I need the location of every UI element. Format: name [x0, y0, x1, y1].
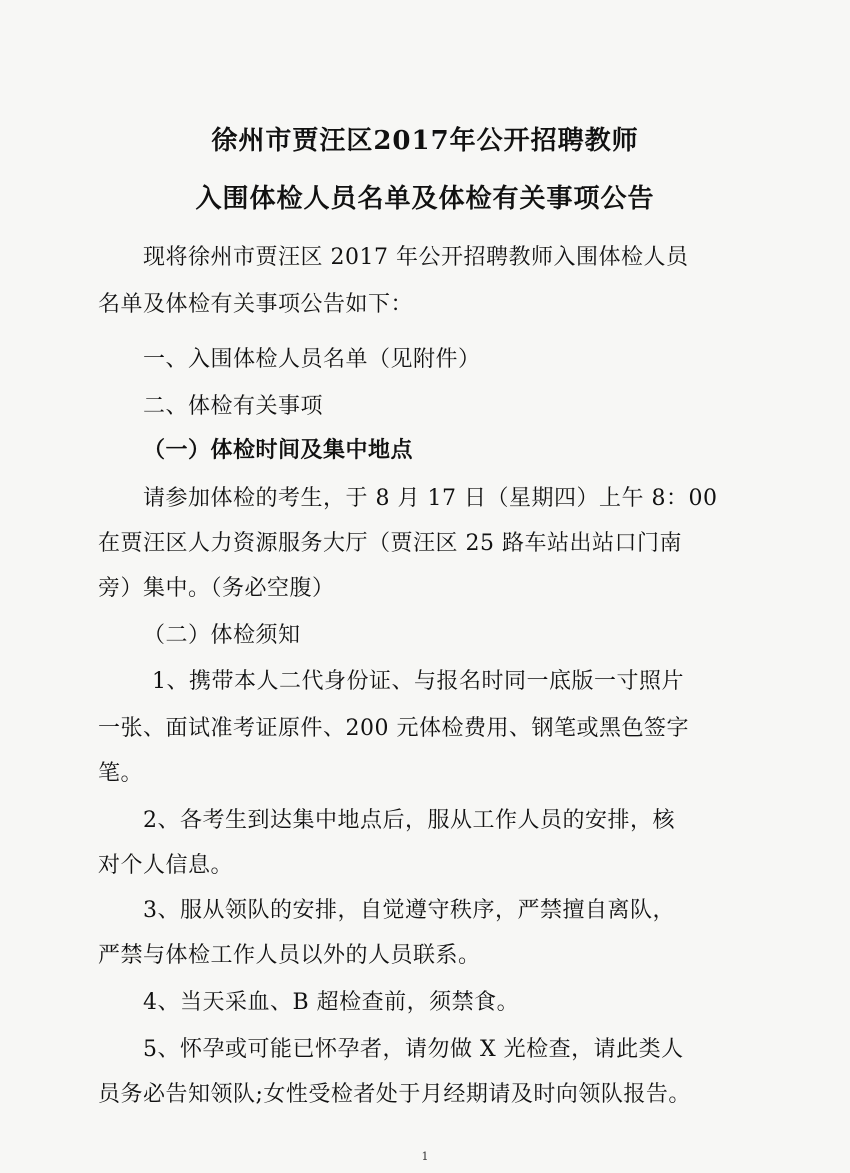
document-title-line2: 入围体检人员名单及体检有关事项公告	[195, 184, 655, 214]
item4-line1: 4、当天采血、B 超检查前，须禁食。	[143, 990, 520, 1015]
item2-line2: 对个人信息。	[98, 853, 234, 878]
item5-line1: 5、怀孕或可能已怀孕者，请勿做 X 光检查，请此类人	[143, 1037, 684, 1062]
section2-heading: 二、体检有关事项	[143, 394, 324, 419]
sub1-line3: 旁）集中。（务必空腹）	[98, 576, 335, 601]
item1-line1: 1、携带本人二代身份证、与报名时同一底版一寸照片	[152, 669, 684, 694]
intro-line1: 现将徐州市贾汪区 2017 年公开招聘教师入围体检人员	[143, 245, 689, 270]
item3-line2: 严禁与体检工作人员以外的人员联系。	[98, 943, 481, 968]
item5-line2: 员务必告知领队;女性受检者处于月经期请及时向领队报告。	[98, 1082, 691, 1107]
document-title-line1: 徐州市贾汪区2017年公开招聘教师	[211, 126, 639, 156]
sub1-line1: 请参加体检的考生，于 8 月 17 日（星期四）上午 8：00	[143, 486, 718, 511]
item2-line1: 2、各考生到达集中地点后，服从工作人员的安排，核	[143, 808, 675, 833]
sub1-line2: 在贾汪区人力资源服务大厅（贾汪区 25 路车站出站口门南	[98, 531, 682, 556]
section1-heading: 一、入围体检人员名单（见附件）	[143, 347, 481, 372]
sub2-heading: （二）体检须知	[143, 623, 301, 648]
page-number: 1	[421, 1150, 429, 1163]
item1-line2: 一张、面试准考证原件、200 元体检费用、钢笔或黑色签字	[98, 716, 689, 741]
intro-line2: 名单及体检有关事项公告如下：	[98, 292, 414, 317]
item1-line3: 笔。	[98, 761, 144, 786]
item3-line1: 3、服从领队的安排，自觉遵守秩序，严禁擅自离队，	[143, 898, 675, 923]
sub1-heading: （一）体检时间及集中地点	[143, 437, 414, 463]
